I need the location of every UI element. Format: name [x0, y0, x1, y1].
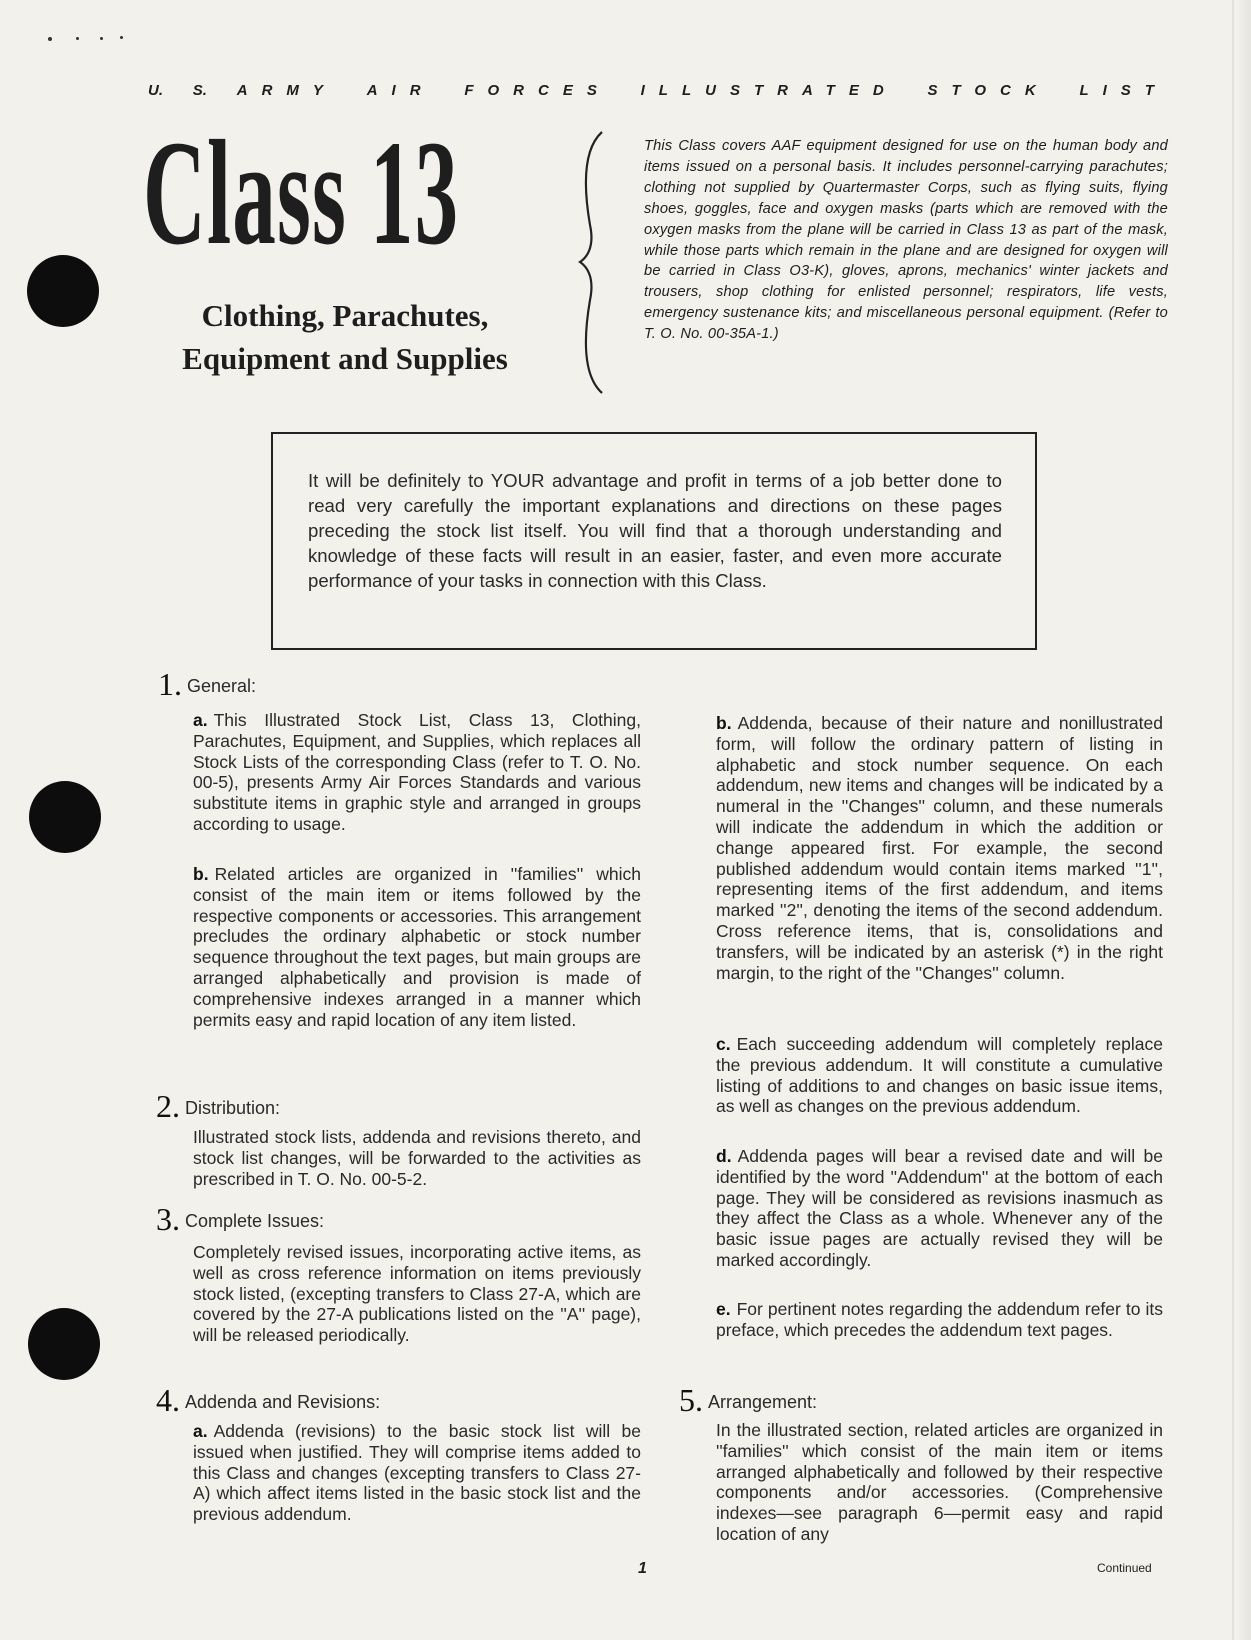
- paragraph-label: d.: [716, 1146, 732, 1166]
- running-header-word: LIST: [1079, 82, 1168, 99]
- paragraph: [716, 1146, 1163, 1271]
- brace-ornament: [578, 130, 608, 395]
- page-subtitle: [150, 294, 540, 380]
- section-title: General:: [187, 676, 257, 696]
- section-heading: [158, 666, 257, 702]
- paragraph-text: Illustrated stock lists, addenda and revisions thereto, and stock list changes, will be forwarded to the activities as prescribed in T. O. No. 00-5-2.: [193, 1127, 641, 1189]
- paragraph-text: Each succeeding addendum will completely replace the previous addendum. It will constitute a cumulative listing of additions to and changes on basic issue items, as well as changes on the previous addendum.: [716, 1034, 1163, 1117]
- subtitle-line: Clothing, Parachutes,: [201, 298, 489, 333]
- paragraph: [716, 1299, 1163, 1341]
- print-speck: [100, 37, 103, 40]
- page-edge-line: [1232, 0, 1234, 1640]
- notice-box: [271, 432, 1037, 650]
- section-number: 2.: [156, 1088, 180, 1124]
- running-header-word: ILLUSTRATED: [640, 82, 898, 99]
- paragraph-label: b.: [193, 864, 209, 884]
- paragraph-label: b.: [716, 713, 732, 733]
- paragraph-text: Related articles are organized in ''families'' which consist of the main item or items followed by the respective components or accessories. This arrangement precludes the ordinary alphabetic or stock number sequence throughout the text pages, but main groups are arranged alphabetically and provision is made of comprehensive indexes arranged in a manner which permits easy and rapid location of any item listed.: [193, 864, 641, 1030]
- paragraph: [193, 1242, 641, 1346]
- paragraph: [193, 1421, 641, 1525]
- paragraph-label: a.: [193, 1421, 208, 1441]
- section-number: 3.: [156, 1201, 180, 1237]
- subtitle-line: Equipment and Supplies: [182, 341, 508, 376]
- binder-hole: [28, 1308, 100, 1380]
- running-header-word: FORCES: [464, 82, 611, 99]
- print-speck: [120, 36, 123, 39]
- section-title: Distribution:: [185, 1098, 281, 1118]
- paragraph-text: Completely revised issues, incorporating active items, as well as cross reference information on items previously stock listed, (excepting transfers to Class 27-A, which are covered by the 27-A publications listed on the ''A'' page), will be released periodically.: [193, 1242, 641, 1346]
- running-header-word: U.: [148, 82, 163, 99]
- section-title: Addenda and Revisions:: [185, 1392, 381, 1412]
- paragraph-text: For pertinent notes regarding the addendum refer to its preface, which precedes the addendum text pages.: [716, 1299, 1163, 1340]
- paragraph-text: This Illustrated Stock List, Class 13, Clothing, Parachutes, Equipment, and Supplies, which replaces all Stock Lists of the corresponding Class (refer to T. O. No. 00-5), presents Army Air Forces Standards and various substitute items in graphic style and arranged in groups according to usage.: [193, 710, 641, 834]
- section-heading: [156, 1382, 381, 1418]
- running-header-word: AIR: [366, 82, 435, 99]
- paragraph-label: e.: [716, 1299, 731, 1319]
- paragraph: [193, 1127, 641, 1189]
- binder-hole: [29, 781, 101, 853]
- class-description: This Class covers AAF equipment designed for use on the human body and items issued on a personal basis. It includes personnel-carrying parachutes; clothing not supplied by Quartermaster Corps, such as flying suits, flying shoes, goggles, face and oxygen masks (parts which are removed with the oxygen masks from the plane will be carried in Class 13 as part of the mask, while those parts which remain in the plane and are designed for oxygen will be carried in Class O3-K), gloves, aprons, mechanics' winter jackets and trousers, shop clothing for enlisted personnel; respirators, life vests, emergency sustenance kits; and miscellaneous personal equipment. (Refer to T. O. No. 00-35A-1.): [644, 138, 1168, 343]
- paragraph: [716, 1034, 1163, 1117]
- paragraph-label: a.: [193, 710, 208, 730]
- running-header-word: STOCK: [927, 82, 1050, 99]
- notice-text: It will be definitely to YOUR advantage and profit in terms of a job better done to read very carefully the important explanations and directions on these pages preceding the stock list itself. You will find that a thorough understanding and knowledge of these facts will result in an easier, faster, and even more accurate performance of your tasks in connection with this Class.: [308, 470, 1002, 591]
- paragraph-text: Addenda pages will bear a revised date and will be identified by the word ''Addendum'' at the bottom of each page. They will be considered as revisions inasmuch as they affect the Class as a whole. Whenever any of the basic issue pages are actually revised they will be marked accordingly.: [716, 1146, 1163, 1270]
- section-number: 1.: [158, 666, 182, 702]
- section-heading: [679, 1382, 818, 1418]
- paragraph: [716, 1420, 1163, 1545]
- paragraph-text: Addenda (revisions) to the basic stock list will be issued when justified. They will comprise items added to this Class and changes (excepting transfers to Class 27-A) which affect items listed in the basic stock list and the previous addendum.: [193, 1421, 641, 1525]
- paragraph-text: In the illustrated section, related articles are organized in ''families'' which consist of the main item or items arranged alphabetically and followed by their respective components and/or accessories. (Comprehensive indexes—see paragraph 6—permit easy and rapid location of any: [716, 1420, 1163, 1544]
- section-title: Complete Issues:: [185, 1211, 325, 1231]
- binder-hole: [27, 255, 99, 327]
- section-heading: [156, 1088, 281, 1124]
- print-speck: [76, 37, 79, 40]
- paragraph-label: c.: [716, 1034, 731, 1054]
- running-header-word: ARMY: [236, 82, 337, 99]
- paragraph: [193, 864, 641, 1030]
- running-header: [148, 82, 1168, 99]
- page-title: Class 13: [143, 110, 460, 276]
- section-title: Arrangement:: [708, 1392, 818, 1412]
- continued-note: Continued: [1097, 1561, 1152, 1575]
- print-speck: [48, 37, 52, 41]
- page-edge-shadow: [1237, 0, 1251, 1640]
- running-header-word: S.: [192, 82, 207, 99]
- section-number: 5.: [679, 1382, 703, 1418]
- section-number: 4.: [156, 1382, 180, 1418]
- paragraph: [193, 710, 641, 835]
- paragraph: [716, 713, 1163, 983]
- page-number: 1: [638, 1560, 647, 1577]
- section-heading: [156, 1201, 325, 1237]
- paragraph-text: Addenda, because of their nature and nonillustrated form, will follow the ordinary pattern of listing in alphabetic and stock number sequence. On each addendum, new items and changes will be indicated by a numeral in the ''Changes'' column, and these numerals will indicate the addendum in which the addition or change appeared first. For example, the second published addendum would contain items marked ''1'', representing items of the first addendum, and items marked ''2'', denoting the items of the second addendum. Cross reference items, that is, consolidations and transfers, will be indicated by an asterisk (*) in the right margin, to the right of the ''Changes'' column.: [716, 713, 1163, 983]
